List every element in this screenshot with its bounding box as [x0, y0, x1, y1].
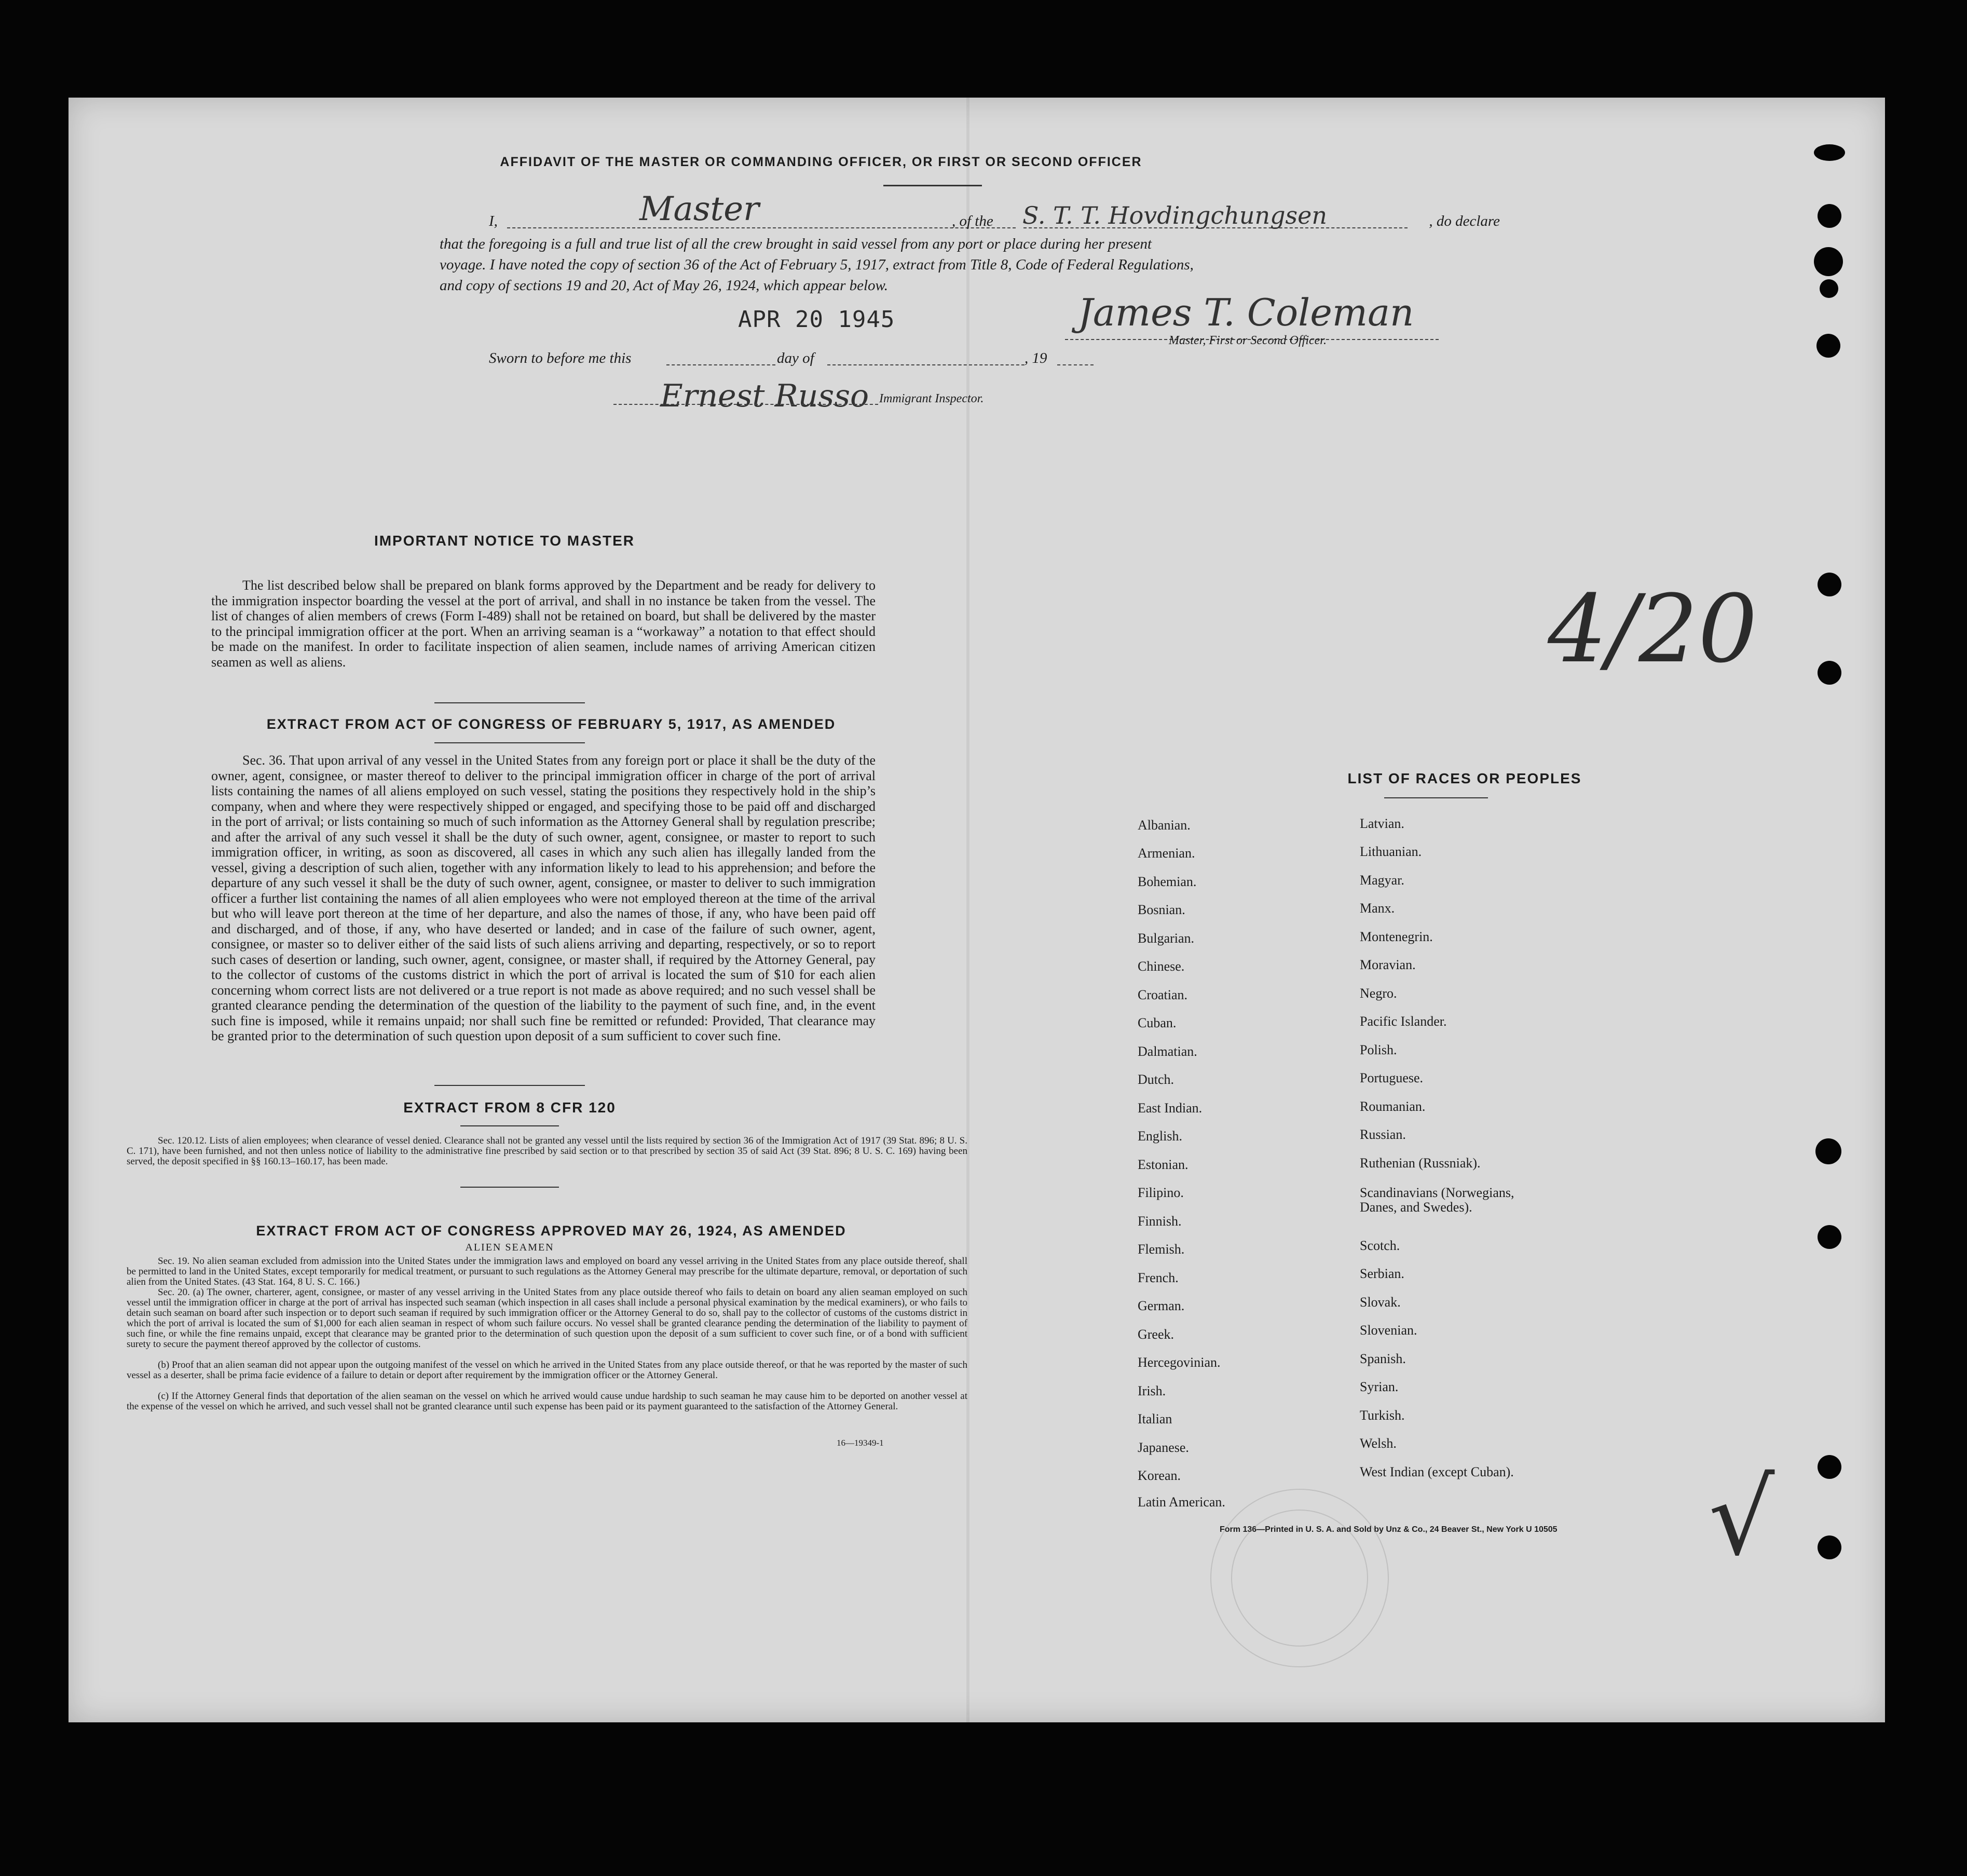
- race-left-item: Flemish.: [1138, 1242, 1185, 1257]
- extract-8cfr-end-rule: [460, 1187, 559, 1188]
- race-right-item: Serbian.: [1360, 1266, 1404, 1281]
- year-label: , 19: [1025, 350, 1047, 366]
- master-signature: James T. Coleman: [1078, 291, 1414, 334]
- race-right-item: Manx.: [1360, 901, 1395, 916]
- extract-8cfr-text: Sec. 120.12. Lists of alien employees; when clearance of vessel denied. Clearance shall not be granted any vessel until the lists required by section 36 of the Immigration Act of 1917 (39 Stat. 896; 8 U. S. C. 171), have been furnished, and not then unless notice of liability to the administrative fine prescribed by said section or to that prescribed by section 35 of said Act (39 Stat. 896; 8 U. S. C. 169) having been served, the deposit specified in §§ 160.13–160.17, has been made.: [127, 1135, 967, 1167]
- race-right-item: Roumanian.: [1360, 1099, 1426, 1114]
- race-left-item: Estonian.: [1138, 1157, 1189, 1172]
- race-right-item: Scandinavians (Norwegians, Danes, and Swedes).: [1360, 1185, 1514, 1215]
- vessel-handwritten: S. T. T. Hovdingchungsen: [1022, 201, 1328, 229]
- sworn-label: Sworn to before me this: [489, 350, 632, 366]
- race-left-item: Chinese.: [1138, 959, 1185, 974]
- affidavit-title: AFFIDAVIT OF THE MASTER OR COMMANDING OFFICER, OR FIRST OR SECOND OFFICER: [500, 155, 1142, 169]
- race-left-item: Irish.: [1138, 1383, 1166, 1398]
- race-right-item: West Indian (except Cuban).: [1360, 1464, 1514, 1479]
- race-right-item: Polish.: [1360, 1042, 1397, 1057]
- race-left-item: Armenian.: [1138, 846, 1195, 861]
- punch-hole: [1818, 661, 1841, 685]
- extract-8cfr-rule: [460, 1125, 559, 1126]
- race-right-item: Russian.: [1360, 1127, 1406, 1142]
- notice-rule: [434, 702, 585, 703]
- name-fill-line: [507, 227, 1016, 228]
- race-left-item: English.: [1138, 1129, 1182, 1144]
- extract-1924-sec20a: Sec. 20. (a) The owner, charterer, agent, consignee, or master of any vessel arriving in the United States from any place outside thereof who fails to detain on board any alien seaman employed on such vessel until the immigration officer in charge at the port of arrival has inspected such seaman (which inspection in all cases shall include a personal physical examination by the medical examiners), or who fails to detain such seaman on board after such inspection or to deport such seaman if required by such immigration officer or the Attorney General to do so, shall pay to the collector of customs of the customs district in which the port of arrival is located the sum of $1,000 for each alien seaman in respect of whom such failure occurs. No vessel shall be granted clearance pending the determination of the liability to payment of such fine, or while the fine remains unpaid, except that clearance may be granted prior to the determination of such question upon the deposit of a sum sufficient to cover such fine, or of a bond with sufficient surety to secure the payment thereof approved by the collector of customs.: [127, 1287, 967, 1350]
- affidavit-i-label: I,: [489, 213, 498, 229]
- race-right-item: Latvian.: [1360, 816, 1404, 831]
- extract-1917-title: EXTRACT FROM ACT OF CONGRESS OF FEBRUARY 5, 1917, AS AMENDED: [266, 716, 836, 732]
- race-left-item: Korean.: [1138, 1468, 1181, 1483]
- race-left-item: Dutch.: [1138, 1072, 1174, 1087]
- race-left-item: Italian: [1138, 1411, 1172, 1426]
- race-left-item: French.: [1138, 1270, 1179, 1285]
- master-caption: Master, First or Second Officer.: [1169, 334, 1327, 347]
- extract-1924-sec20c: (c) If the Attorney General finds that deportation of the alien seaman on the vessel on which he arrived would cause undue hardship to such seaman he may cause him to be deported on another vessel at the expense of the vessel on which he arrived, and such vessel shall not be granted clearance until such expense has been paid or its payment guaranteed to the satisfaction of the Attorney General.: [127, 1391, 967, 1412]
- of-the-label: , of the: [952, 213, 993, 229]
- race-right-item: Pacific Islander.: [1360, 1014, 1447, 1029]
- affidavit-line-3: voyage. I have noted the copy of section 36 of the Act of February 5, 1917, extract from Title 8, Code of Federal Regulations,: [440, 256, 1194, 273]
- notice-text: The list described below shall be prepared on blank forms approved by the Department and be ready for delivery to the immigration inspector boarding the vessel at the port of arrival, and shall in no instance be taken from the vessel. The list of changes of alien members of crews (Form I-489) shall not be retained on board, but shall be delivered by the master to the principal immigration officer at the port. When an arriving seaman is a “workaway” a notation to that effect should be made on the manifest. In order to facilitate inspection of alien seamen, include names of arriving American citizen seamen as well as aliens.: [211, 578, 876, 670]
- punch-hole: [1815, 1138, 1841, 1164]
- inspector-caption: Immigrant Inspector.: [879, 392, 984, 405]
- race-left-item: Cuban.: [1138, 1015, 1177, 1030]
- extract-1924-title: EXTRACT FROM ACT OF CONGRESS APPROVED MAY 26, 1924, AS AMENDED: [256, 1223, 846, 1239]
- race-left-item: East Indian.: [1138, 1100, 1203, 1116]
- race-left-item: Croatian.: [1138, 987, 1188, 1002]
- extract-1924-sec20b: (b) Proof that an alien seaman did not appear upon the outgoing manifest of the vessel on which he arrived in the United States from any place outside thereof, or that he was reported by the master of such vessel as a deserter, shall be prima facie evidence of a failure to detain or deport after requirement by the immigration officer or the Attorney General.: [127, 1360, 967, 1381]
- master-handwritten: Master: [639, 190, 759, 228]
- punch-hole: [1818, 204, 1841, 228]
- embossed-seal-inner: [1231, 1510, 1368, 1647]
- race-right-item: Slovenian.: [1360, 1323, 1417, 1338]
- race-right-item: Turkish.: [1360, 1408, 1405, 1423]
- race-right-item: Slovak.: [1360, 1295, 1401, 1310]
- date-stamp: APR 20 1945: [738, 306, 895, 333]
- race-right-item: Negro.: [1360, 986, 1397, 1001]
- race-left-item: Latin American.: [1138, 1494, 1225, 1510]
- document-page: [69, 98, 1885, 1722]
- race-right-item: Syrian.: [1360, 1379, 1399, 1394]
- race-right-item: Lithuanian.: [1360, 844, 1422, 859]
- inspector-line: [613, 404, 878, 405]
- check-mark: √: [1709, 1458, 1775, 1579]
- punch-hole: [1814, 144, 1845, 161]
- affidavit-line-2: that the foregoing is a full and true list of all the crew brought in said vessel from any port or place during her present: [440, 236, 1152, 252]
- inspector-signature: Ernest Russo: [660, 378, 869, 414]
- race-right-item: Scotch.: [1360, 1238, 1400, 1253]
- punch-hole: [1818, 1225, 1841, 1249]
- title-rule: [883, 185, 982, 186]
- form-code: 16—19349-1: [837, 1438, 884, 1448]
- race-right-item: Moravian.: [1360, 957, 1416, 972]
- affidavit-line-4: and copy of sections 19 and 20, Act of May 26, 1924, which appear below.: [440, 277, 888, 294]
- race-left-item: Japanese.: [1138, 1440, 1189, 1455]
- race-left-item: Finnish.: [1138, 1214, 1182, 1229]
- margin-note-4-20: 4/20: [1548, 575, 1758, 684]
- sworn-month-line: [827, 364, 1025, 365]
- race-left-item: Bohemian.: [1138, 874, 1197, 889]
- punch-hole: [1818, 573, 1841, 596]
- sworn-year-line: [1057, 364, 1094, 365]
- race-right-item: Ruthenian (Russniak).: [1360, 1155, 1481, 1171]
- race-right-item: Welsh.: [1360, 1436, 1397, 1451]
- declare-label: , do declare: [1429, 213, 1500, 229]
- extract-1917-end-rule: [434, 1085, 585, 1086]
- day-of-label: day of: [777, 350, 814, 366]
- punch-hole: [1818, 1455, 1841, 1479]
- extract-8cfr-title: EXTRACT FROM 8 CFR 120: [403, 1099, 616, 1116]
- races-rule: [1384, 797, 1488, 798]
- race-left-item: Dalmatian.: [1138, 1044, 1197, 1059]
- form-footer: Form 136—Printed in U. S. A. and Sold by Unz & Co., 24 Beaver St., New York U 10505: [1220, 1525, 1558, 1534]
- race-left-item: Filipino.: [1138, 1185, 1184, 1200]
- race-right-item: Portuguese.: [1360, 1070, 1424, 1085]
- race-left-item: Hercegovinian.: [1138, 1355, 1221, 1370]
- extract-1917-rule: [434, 742, 585, 743]
- extract-1917-text: Sec. 36. That upon arrival of any vessel in the United States from any foreign port or place it shall be the duty of the owner, agent, consignee, or master thereof to deliver to the principal immigration officer in charge of the port of arrival lists containing the names of all aliens employed on such vessel, stating the positions they respectively hold in the ship’s company, when and where they were respectively shipped or engaged, and specifying those to be paid off and discharged in the port of arrival; or lists containing so much of such information as the Attorney General shall by regulation prescribe; and after the arrival of any such vessel it shall be the duty of such owner, agent, consignee, or master to report to such immigration officer, in writing, as soon as discovered, all cases in which any such alien has illegally landed from the vessel, giving a description of such alien, together with any information likely to lead to his apprehension; and before the departure of any such vessel it shall be the duty of such owner, agent, consignee, or master to deliver to such immigration officer a further list containing the names of all alien employees who were not employed thereon at the time of the arrival but who will leave port thereon at the time of her departure, and also the names of those, if any, who have been paid off and discharged, and of those, if any, who have deserted or landed; and in case of the failure of such owner, agent, consignee, or master so to deliver either of the said lists of such aliens arriving and departing, respectively, or so to report such cases of desertion or landing, such owner, agent, consignee, or master shall, if required by the Attorney General, pay to the collector of customs of the customs district in which the port of arrival is located the sum of $10 for each alien concerning whom correct lists are not delivered or a true report is not made as above required; and no such vessel shall be granted clearance pending the determination of the question of the liability to the payment of such fine, and, in the event such fine is imposed, while it remains unpaid; nor shall such fine be remitted or refunded: Provided, That clearance may be granted prior to the determination of such question upon deposit of a sum sufficient to cover such fine.: [211, 753, 876, 1043]
- punch-hole: [1818, 1535, 1841, 1559]
- extract-1924-sec19: Sec. 19. No alien seaman excluded from admission into the United States under the immigration laws and employed on board any vessel arriving in the United States from any place outside thereof, shall be permitted to land in the United States, except temporarily for medical treatment, or pursuant to such regulations as the Attorney General may prescribe for the ultimate departure, removal, or deportation of such alien from the United States. (43 Stat. 164, 8 U. S. C. 166.): [127, 1256, 967, 1287]
- center-fold: [966, 98, 969, 1722]
- race-left-item: Albanian.: [1138, 818, 1191, 833]
- race-right-item: Montenegrin.: [1360, 929, 1433, 944]
- punch-hole: [1814, 247, 1843, 276]
- races-title: LIST OF RACES OR PEOPLES: [1347, 770, 1582, 786]
- sworn-day-line: [666, 364, 775, 365]
- punch-hole: [1820, 279, 1838, 298]
- race-left-item: Greek.: [1138, 1327, 1174, 1342]
- race-left-item: Bulgarian.: [1138, 931, 1195, 946]
- race-right-item: Spanish.: [1360, 1351, 1406, 1366]
- notice-title: IMPORTANT NOTICE TO MASTER: [374, 533, 635, 549]
- extract-1924-subtitle: ALIEN SEAMEN: [465, 1242, 554, 1253]
- race-left-item: Bosnian.: [1138, 902, 1185, 917]
- race-right-item: Magyar.: [1360, 873, 1404, 888]
- race-left-item: German.: [1138, 1298, 1185, 1313]
- punch-hole: [1816, 334, 1840, 358]
